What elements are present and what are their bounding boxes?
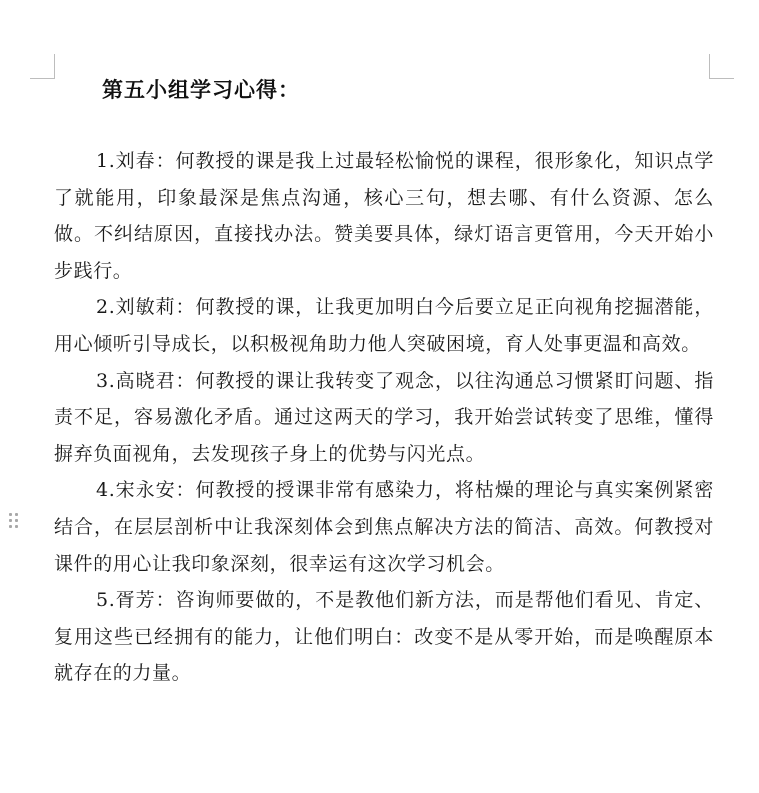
document-body xyxy=(54,143,714,692)
paragraph-4: 4.宋永安：何教授的授课非常有感染力，将枯燥的理论与真实案例紧密结合，在层层剖析中让我深刻体会到焦点解决方法的简洁、高效。何教授对课件的用心让我印象深刻，很幸运有这次学习机会。 xyxy=(54,479,714,575)
paragraph-1: 1.刘春：何教授的课是我上过最轻松愉悦的课程，很形象化，知识点学了就能用，印象最深是焦点沟通，核心三句，想去哪、有什么资源、怎么做。不纠结原因，直接找办法。赞美要具体，绿灯语言更管用，今天开始小步践行。 xyxy=(54,150,714,282)
document-title: 第五小组学习心得： xyxy=(102,78,300,102)
paragraph-3: 3.高晓君：何教授的课让我转变了观念，以往沟通总习惯紧盯问题、指责不足，容易激化矛盾。通过这两天的学习，我开始尝试转变了思维，懂得摒弃负面视角，去发现孩子身上的优势与闪光点。 xyxy=(54,369,714,465)
page-corner-mark-top-right xyxy=(709,54,734,79)
paragraph-drag-handle-icon[interactable] xyxy=(9,513,19,529)
page-corner-mark-top-left xyxy=(30,54,55,79)
paragraph-2: 2.刘敏莉：何教授的课，让我更加明白今后要立足正向视角挖掘潜能，用心倾听引导成长，以积极视角助力他人突破困境，育人处事更温和高效。 xyxy=(54,296,714,355)
paragraph-5: 5.胥芳：咨询师要做的，不是教他们新方法，而是帮他们看见、肯定、复用这些已经拥有的能力，让他们明白：改变不是从零开始，而是唤醒原本就存在的力量。 xyxy=(54,589,714,685)
